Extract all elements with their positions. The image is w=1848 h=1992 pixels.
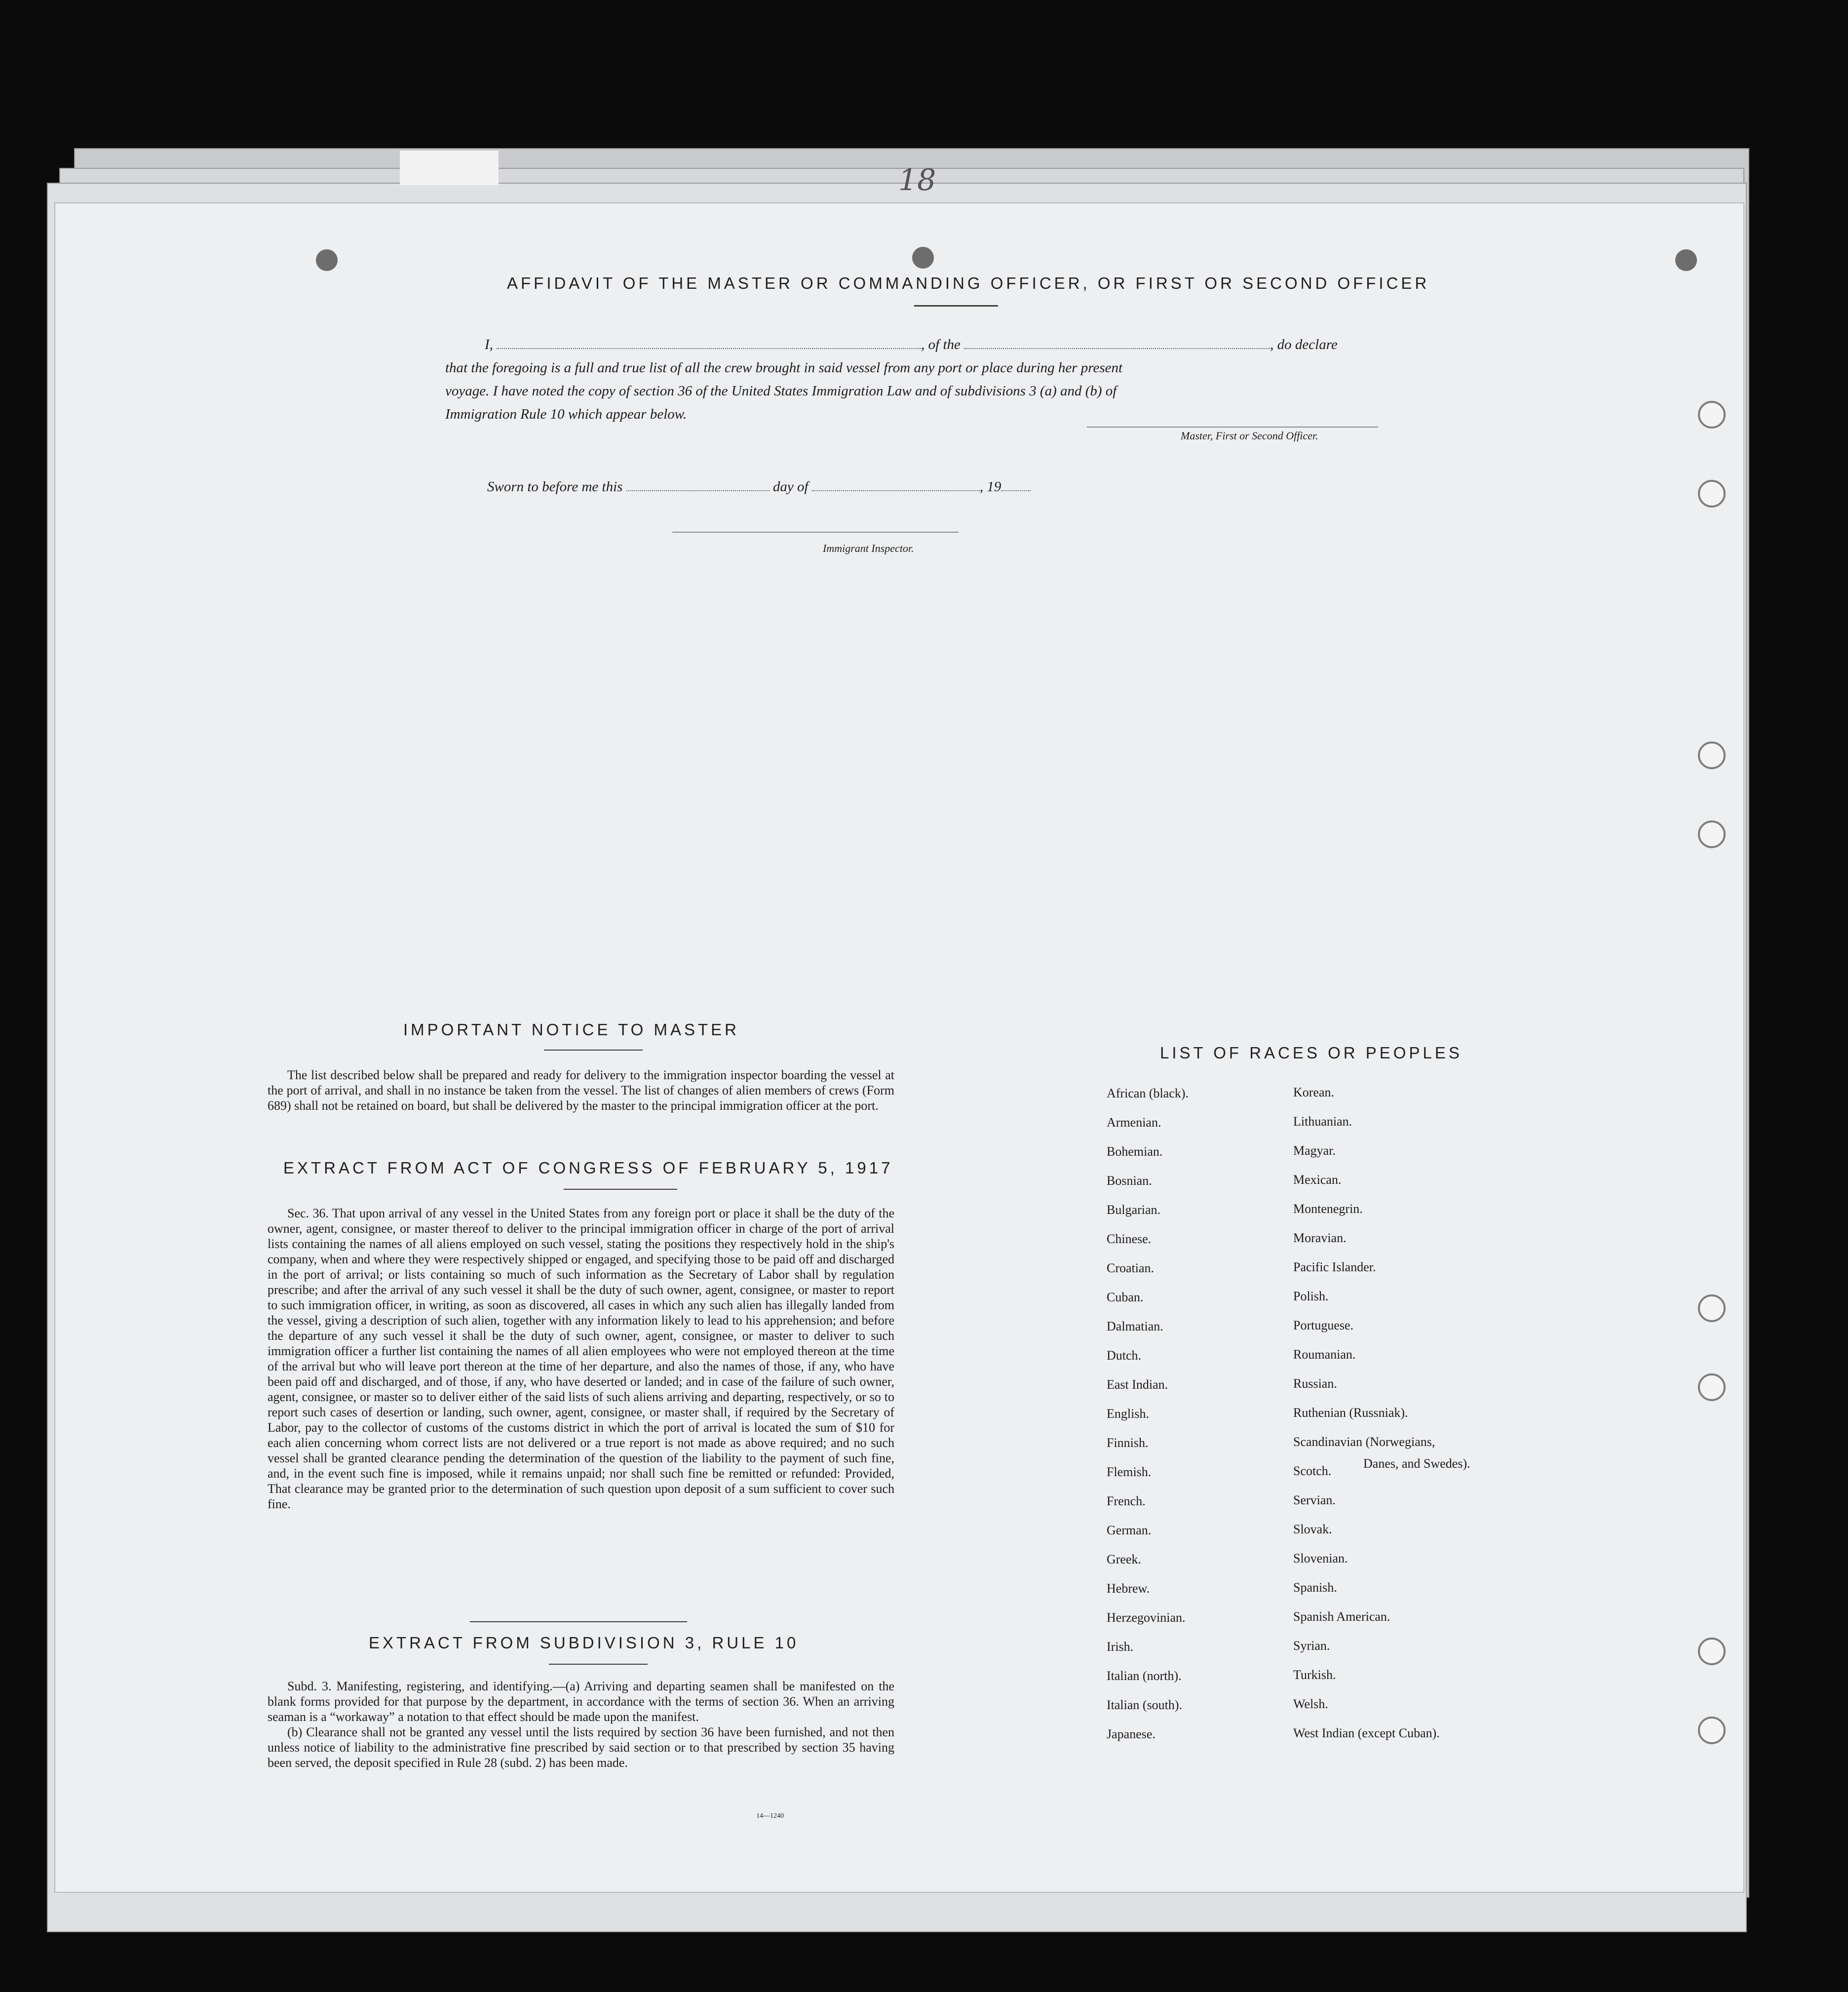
affidavit-line-2: that the foregoing is a full and true list of all the crew brought in said vessel from any port or place during her present (445, 360, 1123, 376)
punch-mark (1675, 249, 1697, 271)
race-item: Scandinavian (Norwegians, (1293, 1435, 1435, 1449)
rule-paragraph-b: (b) Clearance shall not be granted any vessel until the lists required by section 36 have been furnished, and not then unless notice of liability to the administrative fine prescribed by said section or to that prescribed by section 35 having been served, the deposit specified in Rule 28 (subd. 2) has been made. (268, 1725, 894, 1770)
race-item: Korean. (1293, 1085, 1335, 1099)
race-item: Scotch. (1293, 1464, 1332, 1478)
binder-hole (1698, 820, 1726, 848)
binder-hole (1698, 480, 1726, 508)
race-item: Japanese. (1107, 1727, 1155, 1741)
act-text (268, 1206, 894, 1512)
race-item: West Indian (except Cuban). (1293, 1726, 1440, 1740)
race-item: Magyar. (1293, 1143, 1336, 1158)
race-item: Moravian. (1293, 1231, 1347, 1245)
title-rule (914, 305, 998, 307)
race-item: French. (1107, 1494, 1146, 1508)
race-item: German. (1107, 1523, 1152, 1537)
race-item: Hebrew. (1107, 1581, 1150, 1596)
race-item: Ruthenian (Russniak). (1293, 1406, 1408, 1420)
race-item: Dalmatian. (1107, 1319, 1163, 1333)
inspector-line (672, 532, 959, 533)
race-item: Croatian. (1107, 1261, 1155, 1275)
date-blank (626, 479, 770, 491)
race-item: Slovenian. (1293, 1551, 1348, 1565)
sworn-line (487, 479, 1031, 495)
rule-text (268, 1679, 894, 1770)
race-item: Pacific Islander. (1293, 1260, 1376, 1274)
race-item: Portuguese. (1293, 1318, 1354, 1332)
act-title: EXTRACT FROM ACT OF CONGRESS OF FEBRUARY 5, 1917 (283, 1159, 893, 1177)
month-blank (812, 479, 980, 491)
affidavit-line-3: voyage. I have noted the copy of section 36 of the United States Immigration Law and of subdivisions 3 (a) and (b) of (445, 383, 1117, 399)
race-item: Italian (south). (1107, 1698, 1183, 1712)
act-rule (564, 1189, 677, 1190)
race-item: East Indian. (1107, 1377, 1168, 1392)
races-title: LIST OF RACES OR PEOPLES (1160, 1044, 1463, 1062)
binder-hole (1698, 1373, 1726, 1401)
handwritten-annotation: 18 (898, 163, 936, 197)
race-item: English. (1107, 1406, 1149, 1421)
signature-line (1087, 427, 1378, 428)
paper-tab (400, 151, 499, 185)
race-item: Italian (north). (1107, 1669, 1182, 1683)
binder-hole (1698, 1717, 1726, 1744)
document-page (54, 202, 1744, 1893)
race-item: Polish. (1293, 1289, 1329, 1303)
binder-hole (1698, 1294, 1726, 1322)
race-item: Roumanian. (1293, 1347, 1356, 1362)
race-item: Bohemian. (1107, 1144, 1163, 1159)
race-item: Servian. (1293, 1493, 1336, 1507)
rule-rule (549, 1664, 648, 1665)
rule-title: EXTRACT FROM SUBDIVISION 3, RULE 10 (369, 1634, 799, 1652)
text-day-of: day of (772, 479, 808, 495)
punch-mark (316, 249, 338, 271)
text-do-declare: , do declare (1270, 337, 1338, 352)
binder-hole (1698, 1638, 1726, 1665)
binder-hole (1698, 401, 1726, 429)
race-item: Welsh. (1293, 1697, 1328, 1711)
race-item: Lithuanian. (1293, 1114, 1352, 1129)
race-item: Dutch. (1107, 1348, 1142, 1363)
race-item: Mexican. (1293, 1172, 1342, 1187)
year-blank (1001, 479, 1031, 491)
race-item: Finnish. (1107, 1436, 1149, 1450)
form-number: 14—1240 (756, 1812, 784, 1820)
notice-paragraph: The list described below shall be prepared and ready for delivery to the immigration inspector boarding the vessel at the port of arrival, and shall in no instance be taken from the vessel. The list of changes of alien members of crews (Form 689) shall not be retained on board, but shall be delivered by the master to the principal immigration officer at the port. (268, 1068, 894, 1113)
race-item: Spanish American. (1293, 1609, 1390, 1624)
inspector-label: Immigrant Inspector. (823, 542, 914, 554)
race-item: Syrian. (1293, 1639, 1330, 1653)
race-item: Armenian. (1107, 1115, 1161, 1130)
text-i: I, (485, 337, 493, 352)
punch-mark (912, 247, 934, 269)
signature-label: Master, First or Second Officer. (1181, 430, 1318, 442)
race-item: Turkish. (1293, 1668, 1336, 1682)
rule-paragraph-a: Subd. 3. Manifesting, registering, and identifying.—(a) Arriving and departing seamen shall be manifested on the blank forms provided for that purpose by the department, in accordance with the terms of section 36. When an arriving seaman is a “workaway” a notation to that effect should be made upon the manifest. (268, 1679, 894, 1724)
race-item: Flemish. (1107, 1465, 1152, 1479)
race-item: Herzegovinian. (1107, 1610, 1186, 1625)
race-item: Slovak. (1293, 1522, 1332, 1536)
act-paragraph: Sec. 36. That upon arrival of any vessel in the United States from any foreign port or place it shall be the duty of the owner, agent, consignee, or master thereof to deliver to the principal immigration officer in charge of the port of arrival lists containing the names of all aliens employed on such vessel, stating the positions they respectively hold in the ship's company, when and where they were respectively shipped or engaged, and specifying those to be paid off and discharged in the port of arrival; or lists containing so much of such information as the Secretary of Labor shall by regulation prescribe; and after the arrival of any such vessel it shall be the duty of such owner, agent, consignee, or master to report to such immigration officer, in writing, as soon as discovered, all cases in which any such alien has illegally landed from the vessel, giving a description of such alien, together with any information likely to lead to his apprehension; and before the departure of any such vessel it shall be the duty of such owner, agent, consignee, or master to deliver to such immigration officer a further list containing the names of all alien employees who were not employed thereon at the time of the arrival but who will leave port thereon at the time of her departure, and also the names of those, if any, who have been paid off and discharged, and of those, if any, who have deserted or landed; and in case of the failure of such owner, agent, consignee, or master so to deliver either of the said lists of such aliens arriving and departing, respectively, or so to report such cases of desertion or landing, such owner, agent, consignee, or master shall, if required by the Secretary of Labor, pay to the collector of customs of the customs district in which the port of arrival is located the sum of $10 for each alien concerning whom correct lists are not delivered or a true report is not made as above required; and no such vessel shall be granted clearance pending the determination of the question of the liability to the payment of such fine, and, in the event such fine is imposed, while it remains unpaid; nor shall such fine be remitted or refunded: Provided, That clearance may be granted prior to the determination of such question upon deposit of a sum sufficient to cover such fine. (268, 1206, 894, 1511)
affidavit-title: AFFIDAVIT OF THE MASTER OR COMMANDING OFFICER, OR FIRST OR SECOND OFFICER (507, 274, 1430, 292)
affidavit-line-1 (485, 337, 1338, 353)
affidavit-line-4: Immigration Rule 10 which appear below. (445, 406, 687, 422)
notice-title: IMPORTANT NOTICE TO MASTER (403, 1020, 740, 1039)
text-sworn: Sworn to before me this (487, 479, 623, 495)
binder-hole (1698, 742, 1726, 769)
vessel-blank (964, 337, 1270, 349)
rule-top-line (470, 1621, 687, 1622)
text-of-the: , of the (921, 337, 961, 352)
race-item-continuation: Danes, and Swedes). (1363, 1456, 1470, 1471)
notice-text (268, 1067, 894, 1113)
race-item: African (black). (1107, 1086, 1189, 1100)
race-item: Bulgarian. (1107, 1203, 1161, 1217)
race-item: Bosnian. (1107, 1173, 1152, 1188)
race-item: Russian. (1293, 1376, 1337, 1391)
race-item: Greek. (1107, 1552, 1142, 1566)
race-item: Irish. (1107, 1640, 1134, 1654)
name-blank (497, 337, 921, 349)
race-item: Cuban. (1107, 1290, 1144, 1304)
notice-rule (544, 1050, 643, 1051)
race-item: Montenegrin. (1293, 1202, 1363, 1216)
race-item: Spanish. (1293, 1580, 1337, 1595)
race-item: Chinese. (1107, 1232, 1152, 1246)
text-year: , 19 (979, 479, 1001, 495)
